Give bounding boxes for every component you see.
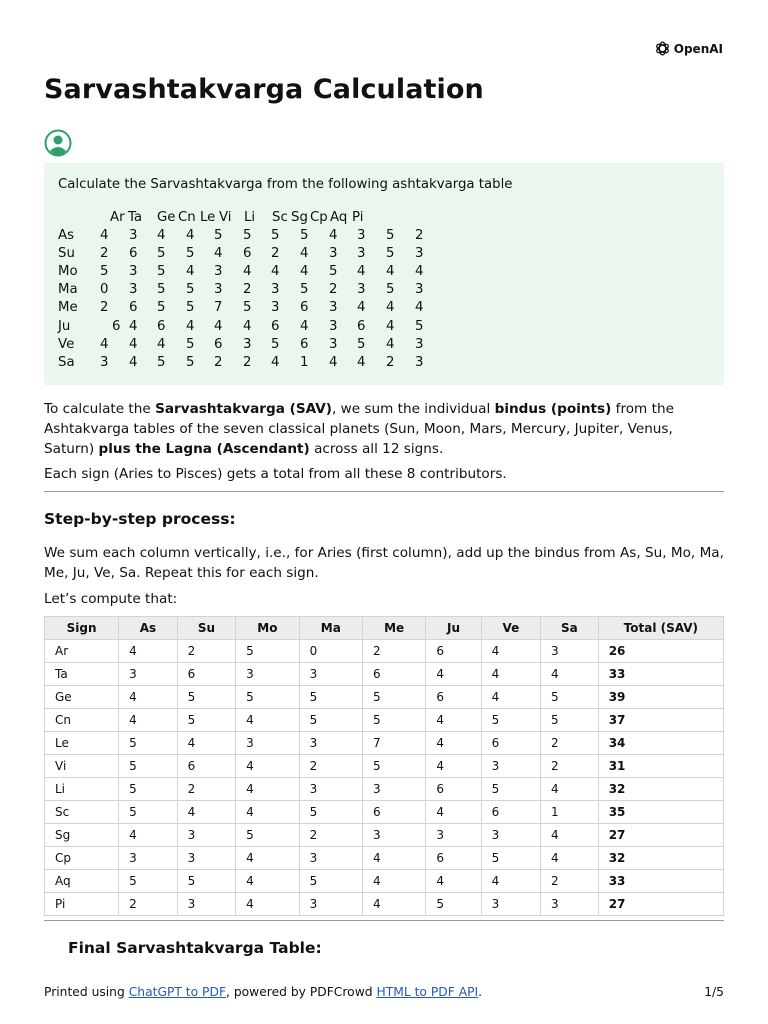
- ashtakvarga-header-cell: Ta: [128, 210, 143, 225]
- ashtakvarga-cell: 5: [100, 264, 109, 280]
- total-cell: 32: [598, 847, 723, 870]
- ashtakvarga-cell: 5: [157, 246, 166, 262]
- table-cell: 2: [540, 755, 598, 778]
- ashtakvarga-header-cell: Sg: [291, 210, 308, 225]
- intro-paragraph: [44, 399, 724, 459]
- table-cell: 2: [299, 824, 362, 847]
- table-cell: 5: [426, 893, 481, 916]
- ashtakvarga-cell: 4: [329, 228, 338, 243]
- ashtakvarga-cell: 4: [271, 354, 280, 370]
- footer-text: Printed using: [44, 985, 129, 999]
- ashtakvarga-cell: 4: [186, 228, 195, 243]
- table-cell: Sc: [45, 801, 119, 824]
- ashtakvarga-cell: 3: [271, 300, 280, 316]
- table-cell: 5: [362, 755, 425, 778]
- ashtakvarga-cell: 6: [129, 246, 138, 262]
- table-cell: 4: [119, 686, 178, 709]
- ashtakvarga-cell: 4: [100, 228, 109, 243]
- table-cell: Vi: [45, 755, 119, 778]
- table-row: [45, 640, 724, 663]
- table-cell: 6: [426, 778, 481, 801]
- table-row: [45, 824, 724, 847]
- table-cell: Ge: [45, 686, 119, 709]
- ashtakvarga-cell: 4: [300, 318, 309, 334]
- footer: [44, 985, 482, 999]
- table-cell: 4: [236, 778, 299, 801]
- ashtakvarga-cell: 6: [300, 300, 309, 316]
- table-cell: 4: [540, 847, 598, 870]
- ashtakvarga-cell: 4: [129, 336, 138, 352]
- table-cell: 4: [540, 778, 598, 801]
- table-cell: Cp: [45, 847, 119, 870]
- ashtakvarga-cell: 5: [186, 354, 195, 370]
- ashtakvarga-cell: 4: [129, 354, 138, 370]
- column-header: Sa: [540, 617, 598, 640]
- step-text: We sum each column vertically, i.e., for Aries (first column), add up the bindus from As, Su, Mo, Ma, Me, Ju, Ve, Sa. Repeat this for each sign.: [44, 545, 724, 581]
- table-cell: 4: [177, 801, 236, 824]
- table-cell: 3: [481, 755, 540, 778]
- footer-text: .: [478, 985, 483, 999]
- prompt-text: Calculate the Sarvashtakvarga from the following ashtakvarga table: [58, 177, 513, 192]
- table-cell: 2: [540, 732, 598, 755]
- chatgpt-to-pdf-link[interactable]: ChatGPT to PDF: [128, 985, 227, 999]
- ashtakvarga-header-cell: Cn: [178, 210, 196, 225]
- table-row: [45, 709, 724, 732]
- ashtakvarga-cell: 4: [357, 300, 366, 316]
- ashtakvarga-cell: 3: [100, 354, 109, 370]
- ashtakvarga-row-label: Su: [58, 246, 75, 262]
- ashtakvarga-cell: 5: [186, 300, 195, 316]
- table-cell: 3: [540, 893, 598, 916]
- table-cell: 2: [362, 640, 425, 663]
- ashtakvarga-cell: 3: [357, 282, 366, 298]
- column-header: Ju: [426, 617, 481, 640]
- ashtakvarga-cell: 3: [329, 246, 338, 262]
- table-cell: 4: [119, 640, 178, 663]
- ashtakvarga-cell: 5: [386, 228, 395, 243]
- intro-text-2: , we sum the individual: [331, 401, 495, 417]
- ashtakvarga-cell: 3: [415, 246, 424, 262]
- table-cell: 3: [299, 893, 362, 916]
- ashtakvarga-cell: 4: [357, 264, 366, 280]
- table-cell: 4: [362, 847, 425, 870]
- brand-name: OpenAI: [673, 41, 723, 56]
- intro-text-1: To calculate the: [44, 401, 156, 417]
- ashtakvarga-cell: 5: [186, 246, 195, 262]
- ashtakvarga-cell: 5: [157, 354, 166, 370]
- table-cell: 5: [481, 709, 540, 732]
- table-cell: 2: [540, 870, 598, 893]
- ashtakvarga-header-cell: Vi: [219, 210, 232, 225]
- ashtakvarga-cell: 3: [214, 264, 223, 280]
- table-cell: 2: [299, 755, 362, 778]
- table-row: [45, 686, 724, 709]
- total-cell: 34: [598, 732, 723, 755]
- ashtakvarga-cell: 4: [300, 246, 309, 262]
- table-cell: 5: [119, 778, 178, 801]
- column-header: As: [119, 617, 178, 640]
- sav-table-header-row: [45, 617, 724, 640]
- table-cell: 5: [299, 686, 362, 709]
- ashtakvarga-cell: 6: [112, 318, 121, 334]
- ashtakvarga-cell: 5: [357, 336, 366, 352]
- ashtakvarga-cell: 4: [157, 336, 166, 352]
- table-cell: 5: [481, 778, 540, 801]
- ashtakvarga-cell: 6: [271, 318, 280, 334]
- column-header: Total (SAV): [598, 617, 723, 640]
- ashtakvarga-header-cell: Pi: [352, 210, 364, 225]
- ashtakvarga-cell: 5: [329, 264, 338, 280]
- ashtakvarga-cell: 0: [100, 282, 109, 298]
- ashtakvarga-cell: 3: [415, 336, 424, 352]
- table-cell: 4: [540, 824, 598, 847]
- ashtakvarga-cell: 4: [386, 264, 395, 280]
- ashtakvarga-cell: 5: [243, 228, 252, 243]
- table-cell: 5: [540, 709, 598, 732]
- table-cell: Le: [45, 732, 119, 755]
- intro-bold-bindus: bindus (points): [494, 401, 612, 417]
- table-cell: 4: [540, 663, 598, 686]
- ashtakvarga-header-cell: Ar: [110, 210, 125, 225]
- ashtakvarga-row-label: Me: [58, 300, 78, 316]
- table-cell: 3: [481, 824, 540, 847]
- table-cell: 5: [177, 686, 236, 709]
- ashtakvarga-cell: 5: [386, 246, 395, 262]
- ashtakvarga-cell: 2: [386, 354, 395, 370]
- table-cell: 2: [177, 778, 236, 801]
- openai-icon: [654, 40, 671, 57]
- ashtakvarga-cell: 3: [415, 282, 424, 298]
- column-header: Sign: [45, 617, 119, 640]
- table-cell: 4: [236, 870, 299, 893]
- table-cell: Ar: [45, 640, 119, 663]
- table-cell: 5: [362, 709, 425, 732]
- ashtakvarga-cell: 4: [415, 300, 424, 316]
- ashtakvarga-cell: 5: [271, 228, 280, 243]
- ashtakvarga-header-cell: Ge: [157, 210, 176, 225]
- table-cell: 5: [119, 732, 178, 755]
- table-cell: 5: [236, 824, 299, 847]
- table-row: [45, 663, 724, 686]
- ashtakvarga-cell: 2: [271, 246, 280, 262]
- ashtakvarga-cell: 3: [129, 282, 138, 298]
- ashtakvarga-cell: 6: [300, 336, 309, 352]
- ashtakvarga-cell: 5: [186, 282, 195, 298]
- table-cell: 3: [177, 893, 236, 916]
- table-cell: 4: [426, 755, 481, 778]
- column-header: Su: [177, 617, 236, 640]
- ashtakvarga-header-cell: Aq: [330, 210, 348, 225]
- total-cell: 27: [598, 824, 723, 847]
- ashtakvarga-cell: 6: [214, 336, 223, 352]
- table-cell: 4: [426, 709, 481, 732]
- ashtakvarga-cell: 3: [415, 354, 424, 370]
- ashtakvarga-row-label: Ma: [58, 282, 78, 298]
- ashtakvarga-cell: 1: [300, 354, 309, 370]
- table-cell: 3: [362, 824, 425, 847]
- table-cell: 6: [426, 847, 481, 870]
- openai-logo: [654, 40, 723, 57]
- table-cell: 4: [481, 640, 540, 663]
- ashtakvarga-cell: 5: [157, 300, 166, 316]
- table-cell: 3: [299, 847, 362, 870]
- table-cell: 5: [362, 686, 425, 709]
- table-cell: 6: [362, 801, 425, 824]
- ashtakvarga-cell: 5: [186, 336, 195, 352]
- page-number: 1/5: [704, 985, 724, 999]
- ashtakvarga-cell: 4: [271, 264, 280, 280]
- table-cell: 6: [481, 801, 540, 824]
- table-row: [45, 755, 724, 778]
- table-cell: 4: [481, 663, 540, 686]
- ashtakvarga-cell: 5: [157, 264, 166, 280]
- ashtakvarga-cell: 3: [129, 228, 138, 243]
- step-heading: Step-by-step process:: [44, 510, 236, 528]
- ashtakvarga-cell: 5: [271, 336, 280, 352]
- table-row: [45, 847, 724, 870]
- ashtakvarga-cell: 4: [157, 228, 166, 243]
- table-cell: Pi: [45, 893, 119, 916]
- ashtakvarga-cell: 4: [386, 300, 395, 316]
- table-cell: 3: [177, 824, 236, 847]
- ashtakvarga-cell: 6: [243, 246, 252, 262]
- table-cell: Aq: [45, 870, 119, 893]
- table-cell: 4: [119, 709, 178, 732]
- total-cell: 26: [598, 640, 723, 663]
- ashtakvarga-cell: 3: [329, 336, 338, 352]
- table-cell: Cn: [45, 709, 119, 732]
- ashtakvarga-table: [58, 210, 710, 370]
- ashtakvarga-cell: 4: [329, 354, 338, 370]
- column-header: Ve: [481, 617, 540, 640]
- ashtakvarga-cell: 5: [157, 282, 166, 298]
- ashtakvarga-cell: 4: [243, 264, 252, 280]
- ashtakvarga-row-label: Ju: [58, 318, 71, 334]
- ashtakvarga-cell: 3: [357, 228, 366, 243]
- table-cell: 3: [236, 732, 299, 755]
- table-cell: 3: [119, 847, 178, 870]
- ashtakvarga-row-label: As: [58, 228, 75, 243]
- table-cell: 3: [299, 732, 362, 755]
- ashtakvarga-cell: 4: [386, 318, 395, 334]
- ashtakvarga-cell: 3: [357, 246, 366, 262]
- ashtakvarga-cell: 7: [214, 300, 223, 316]
- ashtakvarga-cell: 3: [329, 300, 338, 316]
- table-cell: 3: [177, 847, 236, 870]
- divider: [44, 491, 724, 492]
- ashtakvarga-cell: 2: [243, 282, 252, 298]
- table-cell: 6: [426, 686, 481, 709]
- table-cell: 1: [540, 801, 598, 824]
- ashtakvarga-cell: 6: [157, 318, 166, 334]
- ashtakvarga-cell: 2: [415, 228, 424, 243]
- ashtakvarga-cell: 6: [129, 300, 138, 316]
- total-cell: 31: [598, 755, 723, 778]
- ashtakvarga-cell: 4: [186, 318, 195, 334]
- table-cell: 4: [119, 824, 178, 847]
- total-cell: 39: [598, 686, 723, 709]
- ashtakvarga-cell: 5: [243, 300, 252, 316]
- ashtakvarga-cell: 5: [415, 318, 424, 334]
- total-cell: 33: [598, 663, 723, 686]
- table-cell: 6: [426, 640, 481, 663]
- ashtakvarga-cell: 5: [300, 282, 309, 298]
- ashtakvarga-cell: 4: [214, 318, 223, 334]
- table-cell: 4: [236, 709, 299, 732]
- ashtakvarga-row-label: Ve: [58, 336, 75, 352]
- table-row: [45, 893, 724, 916]
- divider: [44, 920, 724, 921]
- table-cell: 3: [481, 893, 540, 916]
- table-cell: 2: [119, 893, 178, 916]
- table-cell: 3: [119, 663, 178, 686]
- table-cell: 6: [481, 732, 540, 755]
- table-cell: 6: [177, 755, 236, 778]
- ashtakvarga-cell: 4: [357, 354, 366, 370]
- table-cell: 4: [426, 732, 481, 755]
- total-cell: 27: [598, 893, 723, 916]
- table-cell: 5: [299, 709, 362, 732]
- ashtakvarga-cell: 5: [386, 282, 395, 298]
- ashtakvarga-cell: 3: [129, 264, 138, 280]
- table-row: [45, 732, 724, 755]
- table-cell: 3: [540, 640, 598, 663]
- ashtakvarga-header-cell: Cp: [310, 210, 328, 225]
- table-cell: 4: [426, 801, 481, 824]
- ashtakvarga-cell: 4: [300, 264, 309, 280]
- ashtakvarga-cell: 6: [357, 318, 366, 334]
- ashtakvarga-row-label: Sa: [58, 354, 75, 370]
- final-heading: Final Sarvashtakvarga Table:: [68, 939, 322, 957]
- intro-text-4: across all 12 signs.: [309, 441, 444, 457]
- table-row: [45, 870, 724, 893]
- table-cell: 2: [177, 640, 236, 663]
- ashtakvarga-cell: 5: [300, 228, 309, 243]
- each-sign-text: Each sign (Aries to Pisces) gets a total from all these 8 contributors.: [44, 466, 507, 482]
- footer-text: , powered by PDFCrowd: [226, 985, 377, 999]
- table-cell: 4: [236, 847, 299, 870]
- ashtakvarga-row-label: Mo: [58, 264, 78, 280]
- table-cell: 4: [481, 870, 540, 893]
- table-cell: 0: [299, 640, 362, 663]
- table-row: [45, 801, 724, 824]
- intro-bold-lagna: plus the Lagna (Ascendant): [98, 441, 310, 457]
- table-cell: 4: [362, 893, 425, 916]
- total-cell: 37: [598, 709, 723, 732]
- user-prompt-box: [44, 163, 724, 385]
- table-cell: 4: [362, 870, 425, 893]
- ashtakvarga-cell: 4: [243, 318, 252, 334]
- table-cell: 5: [236, 640, 299, 663]
- ashtakvarga-cell: 5: [214, 228, 223, 243]
- table-cell: 3: [362, 778, 425, 801]
- compute-text: Let’s compute that:: [44, 591, 178, 607]
- table-cell: 4: [236, 893, 299, 916]
- table-cell: 4: [481, 686, 540, 709]
- table-cell: Sg: [45, 824, 119, 847]
- table-cell: 5: [119, 801, 178, 824]
- ashtakvarga-cell: 2: [329, 282, 338, 298]
- table-cell: 4: [177, 732, 236, 755]
- table-cell: 3: [299, 663, 362, 686]
- user-avatar-icon: [44, 129, 72, 157]
- column-header: Ma: [299, 617, 362, 640]
- ashtakvarga-header-cell: Sc: [272, 210, 288, 225]
- ashtakvarga-cell: 2: [100, 246, 109, 262]
- ashtakvarga-cell: 2: [243, 354, 252, 370]
- column-header: Mo: [236, 617, 299, 640]
- table-cell: 3: [236, 663, 299, 686]
- ashtakvarga-cell: 4: [186, 264, 195, 280]
- ashtakvarga-cell: 2: [100, 300, 109, 316]
- page-title: Sarvashtakvarga Calculation: [44, 74, 484, 105]
- intro-bold-sav: Sarvashtakvarga (SAV): [155, 401, 332, 417]
- table-cell: 5: [299, 870, 362, 893]
- ashtakvarga-cell: 3: [243, 336, 252, 352]
- table-cell: 4: [236, 755, 299, 778]
- ashtakvarga-cell: 4: [386, 336, 395, 352]
- table-cell: 5: [540, 686, 598, 709]
- table-cell: Li: [45, 778, 119, 801]
- table-cell: 5: [481, 847, 540, 870]
- table-cell: 5: [299, 801, 362, 824]
- table-cell: 5: [119, 870, 178, 893]
- ashtakvarga-cell: 3: [271, 282, 280, 298]
- ashtakvarga-header-cell: Li: [244, 210, 256, 225]
- table-cell: 5: [119, 755, 178, 778]
- ashtakvarga-cell: 2: [214, 354, 223, 370]
- html-to-pdf-api-link[interactable]: HTML to PDF API: [376, 985, 479, 999]
- table-cell: Ta: [45, 663, 119, 686]
- intro-text-3: from the Ashtakvarga tables of the seven classical planets (Sun, Moon, Mars, Mercury, Jupiter, Venus, Saturn): [44, 401, 674, 457]
- total-cell: 35: [598, 801, 723, 824]
- table-cell: 5: [236, 686, 299, 709]
- table-cell: 4: [236, 801, 299, 824]
- ashtakvarga-cell: 4: [214, 246, 223, 262]
- sav-table: [44, 616, 724, 916]
- ashtakvarga-cell: 3: [329, 318, 338, 334]
- ashtakvarga-cell: 3: [214, 282, 223, 298]
- table-cell: 4: [426, 870, 481, 893]
- total-cell: 32: [598, 778, 723, 801]
- table-cell: 5: [177, 709, 236, 732]
- table-row: [45, 778, 724, 801]
- total-cell: 33: [598, 870, 723, 893]
- table-cell: 4: [426, 663, 481, 686]
- ashtakvarga-cell: 4: [100, 336, 109, 352]
- table-cell: 5: [177, 870, 236, 893]
- ashtakvarga-cell: 4: [415, 264, 424, 280]
- table-cell: 3: [299, 778, 362, 801]
- ashtakvarga-cell: 4: [129, 318, 138, 334]
- table-cell: 3: [426, 824, 481, 847]
- table-cell: 6: [362, 663, 425, 686]
- table-cell: 6: [177, 663, 236, 686]
- ashtakvarga-header-cell: Le: [200, 210, 216, 225]
- column-header: Me: [362, 617, 425, 640]
- table-cell: 7: [362, 732, 425, 755]
